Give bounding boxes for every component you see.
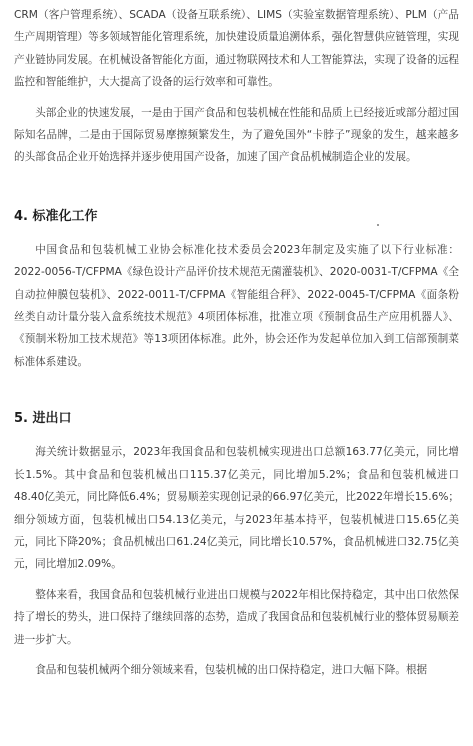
section-4-paragraph: 中国食品和包装机械工业协会标准化技术委员会2023年制定及实施了以下行业标准：2022-0056-T/CFPMA《绿色设计产品评价技术规范无菌灌装机》、2020-0031-T/CFPMA《全自动拉伸膜包装机》、2022-0011-T/CFPMA《智能组合秤》、2022-0045-T/CFPMA《面条粉丝类自动计量分装入盒系统技术规范》4项团体标准，批准立项《预制食品生产应用机器人》、《预制米粉加工技术规范》等13项团体标准。此外，协会还作为发起单位加入到工信部预制菜标准体系建设。 [14, 243, 459, 368]
section-4-heading: 4. 标准化工作 [14, 208, 98, 224]
intro-paragraph-2: 头部企业的快速发展，一是由于国产食品和包装机械在性能和品质上已经接近或部分超过国际知名品牌，二是由于国际贸易摩擦频繁发生，为了避免国外“卡脖子”现象的发生，越来越多的头部食品企业开始选择并逐步使用国产设备，加速了国产食品机械制造企业的发展。 [14, 106, 459, 164]
section-5-heading: 5. 进出口 [14, 411, 72, 427]
section-5-paragraph-2: 整体来看，我国食品和包装机械行业进出口规模与2022年相比保持稳定，其中出口依然保持了增长的势头，进口保持了继续回落的态势，造成了我国食品和包装机械行业的整体贸易顺差进一步扩大。 [14, 588, 459, 646]
section-5-paragraph-3: 食品和包装机械两个细分领域来看，包装机械的出口保持稳定，进口大幅下降。根据 [35, 663, 428, 676]
section-5-paragraph-1: 海关统计数据显示，2023年我国食品和包装机械实现进出口总额163.77亿美元，同比增长1.5%。其中食品和包装机械出口115.37亿美元，同比增加5.2%；食品和包装机械进口48.40亿美元，同比降低6.4%；贸易顺差实现创记录的66.97亿美元，比2022年增长15.6%；细分领域方面，包装机械出口54.13亿美元，与2023年基本持平，包装机械进口15.65亿美元，同比下降20%；食品机械出口61.24亿美元，同比增长10.57%，食品机械进口32.75亿美元，同比增加2.09%。 [14, 446, 459, 571]
intro-paragraph-1: CRM（客户管理系统）、SCADA（设备互联系统）、LIMS（实验室数据管理系统）、PLM（产品生产周期管理）等多领域智能化管理系统，加快建设质量追溯体系，强化智慧供应链管理，实现产业链协同发展。在机械设备智能化方面，通过物联网技术和人工智能算法，实现了设备的远程监控和智能维护，大大提高了设备的运行效率和可靠性。 [14, 9, 459, 89]
stray-dot [377, 224, 379, 226]
